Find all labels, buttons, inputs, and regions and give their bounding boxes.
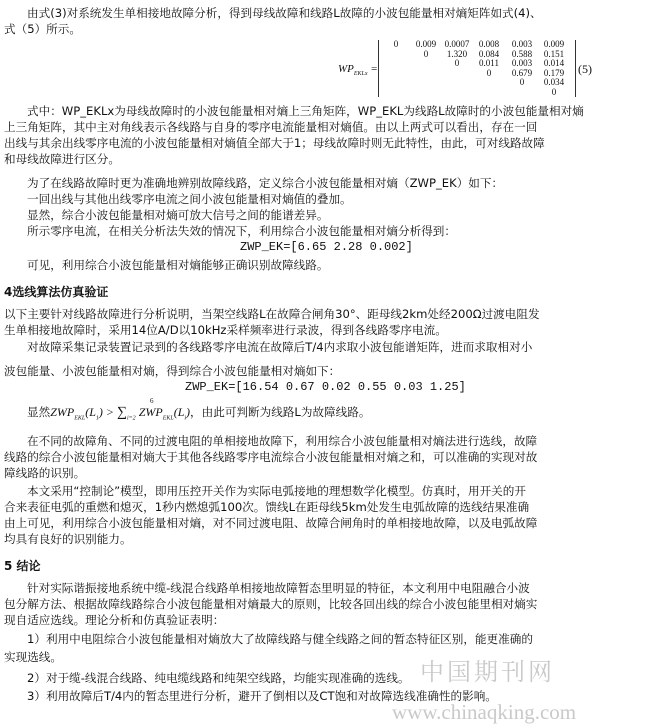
conclusion-item3: 3）利用故障后T/4内的暂态里进行分析，避开了倒相以及CT饱和对故障选线准确性的影响。 <box>27 689 497 703</box>
section5-heading: 5 结论 <box>4 559 41 573</box>
matrix-cell: 0 <box>486 67 492 78</box>
inequality-formula: $ZWP_{EKL}(L_1) > \sum_{i=2}$ $ZWP_{EKL}(L_i)$ <box>50 405 191 422</box>
para2-line2: 上三角矩阵，其中主对角线表示各线路与自身的零序电流能量相对熵值。由以上两式可以看出，存在一回 <box>4 120 538 134</box>
matrix-cell: 0.009 <box>543 39 565 49</box>
section4-line3: 对故障采集记录装置记录到的各线路零序电流在故障后T/4内求取小波包能谱矩阵，进而求取相对小 <box>27 340 533 354</box>
section4-line2: 生单相接地故障时，采用14位A/D以10kHz采样频率进行录波，得到各线路零序电流。 <box>4 323 447 337</box>
section4-p3-line2: 合来表征电弧的重燃和熄灭，1秒内燃熄弧100次。馈线L在距母线5km处发生电弧故障的选线结果准确 <box>4 500 530 514</box>
matrix-cell: 0.151 <box>543 48 565 59</box>
sum-upper-limit: 6 <box>150 397 154 405</box>
matrix-cell: 0.179 <box>543 67 565 78</box>
section5-line1: 针对实际谐振接地系统中缆-线混合线路单相接地故障暂态里明显的特征，本文利用中电阻融合小波 <box>27 581 530 595</box>
para3-line3: 显然，综合小波包能量相对熵可放大信号之间的能谱差异。 <box>27 208 329 222</box>
conclusion-item1-line2: 实现选线。 <box>4 650 62 664</box>
matrix-cell: 0.003 <box>511 58 533 68</box>
matrix-cell: 0.009 <box>415 39 437 49</box>
matrix-cell: 0.588 <box>511 48 533 59</box>
section4-p2-line2: 线路的综合小波包能量相对熵大于其他各线路零序电流综合小波包能量相对熵之和，可以准确的实现对故 <box>4 450 538 464</box>
matrix-cell: 0 <box>519 77 525 87</box>
para3-line4: 所示零序电流，在相关分析法失效的情况下，利用综合小波包能量相对熵分析得到： <box>27 224 456 238</box>
section4-line4: 波包能量、小波包能量相对熵，得到综合小波包能量相对熵如下： <box>4 364 341 378</box>
matrix-cell: 0.0007 <box>444 39 470 49</box>
para3-line1: 为了在线路故障时更为准确地辨别故障线路，定义综合小波包能量相对熵（ZWP_EK）如下： <box>27 176 504 190</box>
matrix-cell: 0 <box>423 48 429 59</box>
section4-p2-line1: 在不同的故障角、不同的过渡电阻的单相接地故障下，利用综合小波包能量相对熵法进行选线，故障 <box>27 434 538 448</box>
section4-p3-line3: 由上可见，利用综合小波包能量相对熵，对不同过渡电阻、故障合闸角时的单相接地故障，以及电弧故障 <box>4 516 538 530</box>
matrix-cell: 0 <box>454 58 460 68</box>
section4-p3-line1: 本文采用“控制论”模型，即用压控开关作为实际电弧接地的理想数学化模型。仿真时，用开关的开 <box>27 484 526 498</box>
matrix-cell: 0.003 <box>511 39 533 49</box>
para2-line4: 和母线故障进行区分。 <box>4 152 120 166</box>
matrix-cell: 0.014 <box>543 58 565 68</box>
para2-line1: 式中：WP_EKLx为母线故障时的小波包能量相对熵上三角矩阵，WP_EKL为线路L故障时的小波包能量相对熵 <box>27 104 584 118</box>
para2-line3: 出线与其余出线零序电流的小波包能量相对熵值全部大于1；母线故障时则无此特性，由此，可对线路故障 <box>4 136 545 150</box>
zwp-equation-1: ZWP_EK=[6.65 2.28 0.002] <box>240 240 413 254</box>
inequality-prefix: 显然 <box>27 405 51 419</box>
matrix-row <box>379 78 575 88</box>
matrix-lhs: $WP_{EKLx}$ = <box>338 63 378 78</box>
section4-line1: 以下主要针对线路故障进行分析说明，当架空线路L在故障合闸角30°、距母线2km处经200Ω过渡电阻发 <box>4 307 540 321</box>
matrix-cell: 0.679 <box>511 67 533 78</box>
para3-line2: 一回出线与其他出线零序电流之间小波包能量相对熵值的叠加。 <box>27 192 352 206</box>
zwp-equation-2: ZWP_EK=[16.54 0.67 0.02 0.55 0.03 1.25] <box>185 380 466 394</box>
matrix-cell: 1.320 <box>446 48 468 59</box>
inequality-line <box>0 405 648 425</box>
relative-entropy-matrix <box>378 40 576 97</box>
para1-line1: 由式(3)对系统发生单相接地故障分析，得到母线故障和线路L故障的小波包能量相对熵矩阵如式(4)、 <box>27 6 542 20</box>
section4-p2-line3: 障线路的识别。 <box>4 466 86 480</box>
matrix-cell: 0.034 <box>543 77 565 87</box>
para1-line2: 式（5）所示。 <box>4 22 81 36</box>
section4-p3-line4: 均具有良好的识别能力。 <box>4 532 132 546</box>
watermark-url: www.chinaqking.com <box>392 700 577 724</box>
equation-number: (5) <box>578 62 592 76</box>
matrix-cell: 0.011 <box>479 58 499 68</box>
matrix-cell: 0.084 <box>478 48 500 59</box>
matrix-row <box>379 88 575 98</box>
watermark-logo-text: 中国期刊网 <box>420 660 555 686</box>
para3-line5: 可见，利用综合小波包能量相对熵能够正确识别故障线路。 <box>27 258 329 272</box>
matrix-cell: 0.008 <box>478 39 500 49</box>
section5-line2: 包分解方法、根据故障线路综合小波包能量相对熵最大的原则，比较各回出线的综合小波包能里相对熵实 <box>4 597 538 611</box>
section5-line3: 现自适应选线。理论分析和仿真验证表明： <box>4 613 225 627</box>
inequality-suffix: ，由此可判断为线路L为故障线路。 <box>190 405 371 419</box>
matrix-cell: 0 <box>393 39 399 49</box>
conclusion-item1-line1: 1）利用中电阻综合小波包能量相对熵放大了故障线路与健全线路之间的暂态特征区别，能更准确的 <box>27 632 533 646</box>
conclusion-item2: 2）对于缆-线混合线路、纯电缆线路和纯架空线路，均能实现准确的选线。 <box>27 671 410 685</box>
section4-heading: 4选线算法仿真验证 <box>4 285 109 299</box>
matrix-cell: 0 <box>551 86 557 97</box>
